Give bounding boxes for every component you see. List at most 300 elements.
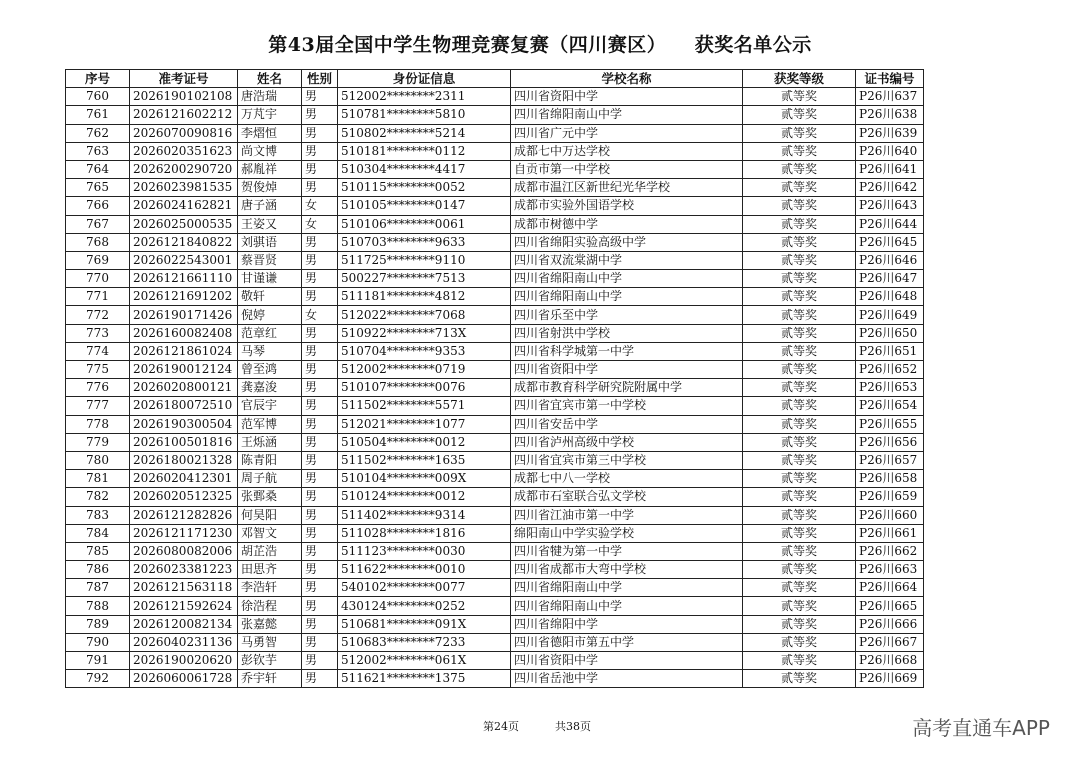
cell-index: 792 <box>66 670 130 688</box>
cell-school: 四川省绵阳南山中学 <box>511 597 743 615</box>
cell-index: 780 <box>66 451 130 469</box>
table-row <box>66 506 924 524</box>
cell-gender: 男 <box>302 579 338 597</box>
cell-exam-id: 2026100501816 <box>130 433 238 451</box>
cell-id-card: 512002********0719 <box>338 361 511 379</box>
cell-gender: 男 <box>302 361 338 379</box>
cell-id-card: 510124********0012 <box>338 488 511 506</box>
cell-exam-id: 2026121861024 <box>130 342 238 360</box>
cell-award: 贰等奖 <box>743 288 856 306</box>
cell-index: 787 <box>66 579 130 597</box>
cell-gender: 男 <box>302 379 338 397</box>
cell-certificate: P26川650 <box>856 324 924 342</box>
header-col-id-card: 身份证信息 <box>338 70 511 88</box>
cell-exam-id: 2026020512325 <box>130 488 238 506</box>
cell-award: 贰等奖 <box>743 251 856 269</box>
cell-name: 倪婷 <box>238 306 302 324</box>
cell-exam-id: 2026025000535 <box>130 215 238 233</box>
cell-school: 四川省资阳中学 <box>511 361 743 379</box>
cell-id-card: 510107********0076 <box>338 379 511 397</box>
cell-school: 四川省乐至中学 <box>511 306 743 324</box>
cell-certificate: P26川641 <box>856 160 924 178</box>
cell-award: 贰等奖 <box>743 561 856 579</box>
cell-school: 四川省德阳市第五中学 <box>511 633 743 651</box>
cell-name: 张嘉懿 <box>238 615 302 633</box>
cell-name: 官辰宇 <box>238 397 302 415</box>
table-row <box>66 397 924 415</box>
cell-gender: 男 <box>302 415 338 433</box>
cell-id-card: 511621********1375 <box>338 670 511 688</box>
cell-index: 789 <box>66 615 130 633</box>
cell-certificate: P26川664 <box>856 579 924 597</box>
cell-gender: 男 <box>302 142 338 160</box>
cell-school: 四川省广元中学 <box>511 124 743 142</box>
cell-name: 尚文博 <box>238 142 302 160</box>
cell-index: 761 <box>66 106 130 124</box>
cell-name: 马琴 <box>238 342 302 360</box>
cell-id-card: 512002********061X <box>338 652 511 670</box>
page-number: 第24页 <box>483 720 519 733</box>
cell-award: 贰等奖 <box>743 179 856 197</box>
cell-id-card: 510104********009X <box>338 470 511 488</box>
cell-school: 成都市教育科学研究院附属中学 <box>511 379 743 397</box>
table-header-row <box>66 70 924 88</box>
cell-school: 四川省资阳中学 <box>511 88 743 106</box>
table-row <box>66 197 924 215</box>
cell-certificate: P26川645 <box>856 233 924 251</box>
table-row <box>66 615 924 633</box>
cell-name: 徐浩程 <box>238 597 302 615</box>
cell-school: 四川省岳池中学 <box>511 670 743 688</box>
cell-gender: 男 <box>302 524 338 542</box>
cell-name: 甘谨谦 <box>238 270 302 288</box>
cell-certificate: P26川655 <box>856 415 924 433</box>
cell-award: 贰等奖 <box>743 597 856 615</box>
table-row <box>66 542 924 560</box>
cell-name: 敬轩 <box>238 288 302 306</box>
cell-award: 贰等奖 <box>743 160 856 178</box>
cell-id-card: 512021********1077 <box>338 415 511 433</box>
cell-id-card: 511028********1816 <box>338 524 511 542</box>
cell-index: 762 <box>66 124 130 142</box>
cell-name: 郝胤祥 <box>238 160 302 178</box>
cell-id-card: 511502********1635 <box>338 451 511 469</box>
cell-gender: 男 <box>302 288 338 306</box>
table-row <box>66 251 924 269</box>
header-col-index: 序号 <box>66 70 130 88</box>
table-row <box>66 270 924 288</box>
cell-exam-id: 2026121602212 <box>130 106 238 124</box>
cell-id-card: 500227********7513 <box>338 270 511 288</box>
table-row <box>66 597 924 615</box>
cell-index: 765 <box>66 179 130 197</box>
cell-certificate: P26川651 <box>856 342 924 360</box>
table-row <box>66 306 924 324</box>
table-row <box>66 233 924 251</box>
cell-exam-id: 2026121840822 <box>130 233 238 251</box>
cell-award: 贰等奖 <box>743 488 856 506</box>
cell-exam-id: 2026040231136 <box>130 633 238 651</box>
cell-exam-id: 2026180072510 <box>130 397 238 415</box>
cell-gender: 男 <box>302 397 338 415</box>
cell-name: 乔宇轩 <box>238 670 302 688</box>
cell-name: 马勇智 <box>238 633 302 651</box>
cell-gender: 男 <box>302 342 338 360</box>
watermark: 高考直通车APP <box>912 716 1050 740</box>
cell-award: 贰等奖 <box>743 615 856 633</box>
cell-gender: 女 <box>302 306 338 324</box>
cell-school: 绵阳南山中学实验学校 <box>511 524 743 542</box>
cell-exam-id: 2026023381223 <box>130 561 238 579</box>
cell-certificate: P26川647 <box>856 270 924 288</box>
cell-exam-id: 2026190102108 <box>130 88 238 106</box>
cell-exam-id: 2026180021328 <box>130 451 238 469</box>
cell-index: 779 <box>66 433 130 451</box>
cell-exam-id: 2026190020620 <box>130 652 238 670</box>
cell-exam-id: 2026023981535 <box>130 179 238 197</box>
table-row <box>66 579 924 597</box>
cell-certificate: P26川660 <box>856 506 924 524</box>
table-row <box>66 652 924 670</box>
cell-id-card: 511622********0010 <box>338 561 511 579</box>
cell-award: 贰等奖 <box>743 470 856 488</box>
table-row <box>66 633 924 651</box>
cell-index: 763 <box>66 142 130 160</box>
cell-exam-id: 2026020412301 <box>130 470 238 488</box>
cell-index: 774 <box>66 342 130 360</box>
cell-index: 788 <box>66 597 130 615</box>
cell-index: 772 <box>66 306 130 324</box>
cell-school: 四川省绵阳南山中学 <box>511 106 743 124</box>
cell-index: 782 <box>66 488 130 506</box>
header-col-exam-id: 准考证号 <box>130 70 238 88</box>
cell-id-card: 430124********0252 <box>338 597 511 615</box>
cell-exam-id: 2026190300504 <box>130 415 238 433</box>
cell-certificate: P26川668 <box>856 652 924 670</box>
cell-id-card: 511725********9110 <box>338 251 511 269</box>
table-row <box>66 670 924 688</box>
cell-gender: 男 <box>302 433 338 451</box>
cell-index: 775 <box>66 361 130 379</box>
cell-index: 768 <box>66 233 130 251</box>
cell-id-card: 510802********5214 <box>338 124 511 142</box>
cell-school: 成都市实验外国语学校 <box>511 197 743 215</box>
cell-school: 四川省科学城第一中学 <box>511 342 743 360</box>
cell-award: 贰等奖 <box>743 324 856 342</box>
table-row <box>66 342 924 360</box>
cell-index: 781 <box>66 470 130 488</box>
cell-school: 成都市温江区新世纪光华学校 <box>511 179 743 197</box>
cell-index: 777 <box>66 397 130 415</box>
cell-name: 李浩轩 <box>238 579 302 597</box>
cell-name: 蔡晋贤 <box>238 251 302 269</box>
cell-award: 贰等奖 <box>743 451 856 469</box>
cell-name: 李熠恒 <box>238 124 302 142</box>
cell-id-card: 510781********5810 <box>338 106 511 124</box>
cell-gender: 男 <box>302 270 338 288</box>
cell-school: 成都七中八一学校 <box>511 470 743 488</box>
header-col-school: 学校名称 <box>511 70 743 88</box>
cell-id-card: 510922********713X <box>338 324 511 342</box>
cell-exam-id: 2026160082408 <box>130 324 238 342</box>
cell-id-card: 540102********0077 <box>338 579 511 597</box>
cell-school: 四川省绵阳南山中学 <box>511 270 743 288</box>
table-row <box>66 88 924 106</box>
cell-school: 四川省绵阳实验高级中学 <box>511 233 743 251</box>
cell-school: 成都市石室联合弘文学校 <box>511 488 743 506</box>
cell-id-card: 510106********0061 <box>338 215 511 233</box>
cell-gender: 男 <box>302 124 338 142</box>
cell-gender: 男 <box>302 633 338 651</box>
cell-index: 790 <box>66 633 130 651</box>
cell-award: 贰等奖 <box>743 270 856 288</box>
cell-name: 陈青阳 <box>238 451 302 469</box>
cell-id-card: 511502********5571 <box>338 397 511 415</box>
cell-gender: 男 <box>302 561 338 579</box>
cell-exam-id: 2026020800121 <box>130 379 238 397</box>
cell-exam-id: 2026120082134 <box>130 615 238 633</box>
cell-award: 贰等奖 <box>743 579 856 597</box>
cell-name: 邓智文 <box>238 524 302 542</box>
cell-award: 贰等奖 <box>743 306 856 324</box>
cell-certificate: P26川653 <box>856 379 924 397</box>
cell-award: 贰等奖 <box>743 142 856 160</box>
cell-index: 785 <box>66 542 130 560</box>
cell-name: 范章红 <box>238 324 302 342</box>
cell-award: 贰等奖 <box>743 633 856 651</box>
cell-gender: 男 <box>302 506 338 524</box>
cell-school: 四川省安岳中学 <box>511 415 743 433</box>
cell-award: 贰等奖 <box>743 88 856 106</box>
cell-award: 贰等奖 <box>743 342 856 360</box>
cell-gender: 男 <box>302 251 338 269</box>
cell-school: 四川省泸州高级中学校 <box>511 433 743 451</box>
page-title: 第43届全国中学生物理竞赛复赛（四川赛区） 获奖名单公示 <box>268 34 812 56</box>
cell-index: 784 <box>66 524 130 542</box>
cell-id-card: 510504********0012 <box>338 433 511 451</box>
cell-index: 769 <box>66 251 130 269</box>
cell-certificate: P26川657 <box>856 451 924 469</box>
cell-gender: 男 <box>302 597 338 615</box>
cell-certificate: P26川643 <box>856 197 924 215</box>
cell-certificate: P26川640 <box>856 142 924 160</box>
cell-certificate: P26川638 <box>856 106 924 124</box>
cell-gender: 男 <box>302 106 338 124</box>
cell-id-card: 511123********0030 <box>338 542 511 560</box>
cell-school: 四川省宜宾市第一中学校 <box>511 397 743 415</box>
cell-award: 贰等奖 <box>743 670 856 688</box>
cell-school: 四川省绵阳中学 <box>511 615 743 633</box>
cell-school: 四川省犍为第一中学 <box>511 542 743 560</box>
cell-name: 范军博 <box>238 415 302 433</box>
table-row <box>66 324 924 342</box>
cell-certificate: P26川658 <box>856 470 924 488</box>
cell-id-card: 511181********4812 <box>338 288 511 306</box>
cell-school: 四川省江油市第一中学 <box>511 506 743 524</box>
cell-certificate: P26川646 <box>856 251 924 269</box>
cell-index: 778 <box>66 415 130 433</box>
table-row <box>66 379 924 397</box>
table-row <box>66 288 924 306</box>
cell-award: 贰等奖 <box>743 361 856 379</box>
cell-exam-id: 2026121592624 <box>130 597 238 615</box>
cell-certificate: P26川649 <box>856 306 924 324</box>
cell-name: 曾至鸿 <box>238 361 302 379</box>
cell-gender: 男 <box>302 160 338 178</box>
cell-award: 贰等奖 <box>743 124 856 142</box>
cell-gender: 男 <box>302 670 338 688</box>
cell-index: 767 <box>66 215 130 233</box>
cell-exam-id: 2026121563118 <box>130 579 238 597</box>
cell-name: 何昊阳 <box>238 506 302 524</box>
cell-exam-id: 2026060061728 <box>130 670 238 688</box>
cell-id-card: 510683********7233 <box>338 633 511 651</box>
cell-certificate: P26川661 <box>856 524 924 542</box>
cell-id-card: 510681********091X <box>338 615 511 633</box>
cell-index: 771 <box>66 288 130 306</box>
cell-certificate: P26川637 <box>856 88 924 106</box>
table-row <box>66 488 924 506</box>
cell-certificate: P26川659 <box>856 488 924 506</box>
table-row <box>66 451 924 469</box>
cell-name: 田思齐 <box>238 561 302 579</box>
cell-award: 贰等奖 <box>743 433 856 451</box>
cell-name: 周子航 <box>238 470 302 488</box>
award-table <box>65 69 924 688</box>
cell-certificate: P26川669 <box>856 670 924 688</box>
header-col-name: 姓名 <box>238 70 302 88</box>
cell-school: 四川省射洪中学校 <box>511 324 743 342</box>
cell-gender: 男 <box>302 652 338 670</box>
cell-name: 贺俊焯 <box>238 179 302 197</box>
cell-award: 贰等奖 <box>743 197 856 215</box>
cell-school: 四川省成都市大弯中学校 <box>511 561 743 579</box>
page-total: 共38页 <box>555 720 591 733</box>
header-col-gender: 性别 <box>302 70 338 88</box>
table-row <box>66 433 924 451</box>
cell-school: 四川省绵阳南山中学 <box>511 579 743 597</box>
cell-id-card: 510703********9633 <box>338 233 511 251</box>
table-row <box>66 561 924 579</box>
cell-index: 786 <box>66 561 130 579</box>
cell-index: 773 <box>66 324 130 342</box>
cell-school: 成都市树德中学 <box>511 215 743 233</box>
cell-certificate: P26川662 <box>856 542 924 560</box>
cell-name: 刘骐语 <box>238 233 302 251</box>
cell-school: 成都七中万达学校 <box>511 142 743 160</box>
cell-award: 贰等奖 <box>743 233 856 251</box>
cell-exam-id: 2026190171426 <box>130 306 238 324</box>
cell-name: 彭钦芋 <box>238 652 302 670</box>
cell-index: 791 <box>66 652 130 670</box>
cell-name: 万芃宇 <box>238 106 302 124</box>
cell-award: 贰等奖 <box>743 106 856 124</box>
cell-school: 四川省资阳中学 <box>511 652 743 670</box>
cell-id-card: 512022********7068 <box>338 306 511 324</box>
cell-school: 四川省绵阳南山中学 <box>511 288 743 306</box>
cell-index: 764 <box>66 160 130 178</box>
table-row <box>66 470 924 488</box>
cell-exam-id: 2026190012124 <box>130 361 238 379</box>
cell-id-card: 512002********2311 <box>338 88 511 106</box>
cell-award: 贰等奖 <box>743 542 856 560</box>
cell-gender: 男 <box>302 324 338 342</box>
cell-certificate: P26川652 <box>856 361 924 379</box>
cell-index: 783 <box>66 506 130 524</box>
table-row <box>66 106 924 124</box>
cell-award: 贰等奖 <box>743 379 856 397</box>
cell-award: 贰等奖 <box>743 397 856 415</box>
table-body <box>66 88 924 688</box>
cell-index: 760 <box>66 88 130 106</box>
table-row <box>66 160 924 178</box>
cell-exam-id: 2026020351623 <box>130 142 238 160</box>
header-col-award: 获奖等级 <box>743 70 856 88</box>
table-row <box>66 524 924 542</box>
cell-award: 贰等奖 <box>743 215 856 233</box>
cell-id-card: 510181********0112 <box>338 142 511 160</box>
table-row <box>66 179 924 197</box>
cell-exam-id: 2026121691202 <box>130 288 238 306</box>
cell-gender: 男 <box>302 233 338 251</box>
cell-name: 王姿又 <box>238 215 302 233</box>
cell-gender: 女 <box>302 197 338 215</box>
table-row <box>66 215 924 233</box>
cell-certificate: P26川665 <box>856 597 924 615</box>
cell-exam-id: 2026022543001 <box>130 251 238 269</box>
cell-exam-id: 2026121171230 <box>130 524 238 542</box>
cell-school: 四川省双流棠湖中学 <box>511 251 743 269</box>
cell-award: 贰等奖 <box>743 652 856 670</box>
cell-gender: 男 <box>302 451 338 469</box>
cell-certificate: P26川642 <box>856 179 924 197</box>
cell-certificate: P26川644 <box>856 215 924 233</box>
header-col-certificate: 证书编号 <box>856 70 924 88</box>
table-row <box>66 124 924 142</box>
table-row <box>66 142 924 160</box>
cell-name: 龚嘉浚 <box>238 379 302 397</box>
cell-id-card: 510304********4417 <box>338 160 511 178</box>
cell-gender: 男 <box>302 179 338 197</box>
cell-exam-id: 2026200290720 <box>130 160 238 178</box>
cell-exam-id: 2026121282826 <box>130 506 238 524</box>
cell-index: 776 <box>66 379 130 397</box>
cell-name: 王烁涵 <box>238 433 302 451</box>
cell-school: 四川省宜宾市第三中学校 <box>511 451 743 469</box>
cell-certificate: P26川648 <box>856 288 924 306</box>
cell-certificate: P26川663 <box>856 561 924 579</box>
cell-award: 贰等奖 <box>743 506 856 524</box>
cell-exam-id: 2026024162821 <box>130 197 238 215</box>
cell-exam-id: 2026121661110 <box>130 270 238 288</box>
cell-gender: 男 <box>302 615 338 633</box>
cell-index: 770 <box>66 270 130 288</box>
table-row <box>66 361 924 379</box>
cell-id-card: 510115********0052 <box>338 179 511 197</box>
cell-gender: 男 <box>302 470 338 488</box>
cell-certificate: P26川656 <box>856 433 924 451</box>
cell-name: 胡芷浩 <box>238 542 302 560</box>
cell-id-card: 510105********0147 <box>338 197 511 215</box>
cell-name: 唐浩瑞 <box>238 88 302 106</box>
cell-name: 张鄄桑 <box>238 488 302 506</box>
cell-index: 766 <box>66 197 130 215</box>
table-row <box>66 415 924 433</box>
cell-award: 贰等奖 <box>743 524 856 542</box>
cell-certificate: P26川666 <box>856 615 924 633</box>
cell-school: 自贡市第一中学校 <box>511 160 743 178</box>
cell-certificate: P26川667 <box>856 633 924 651</box>
